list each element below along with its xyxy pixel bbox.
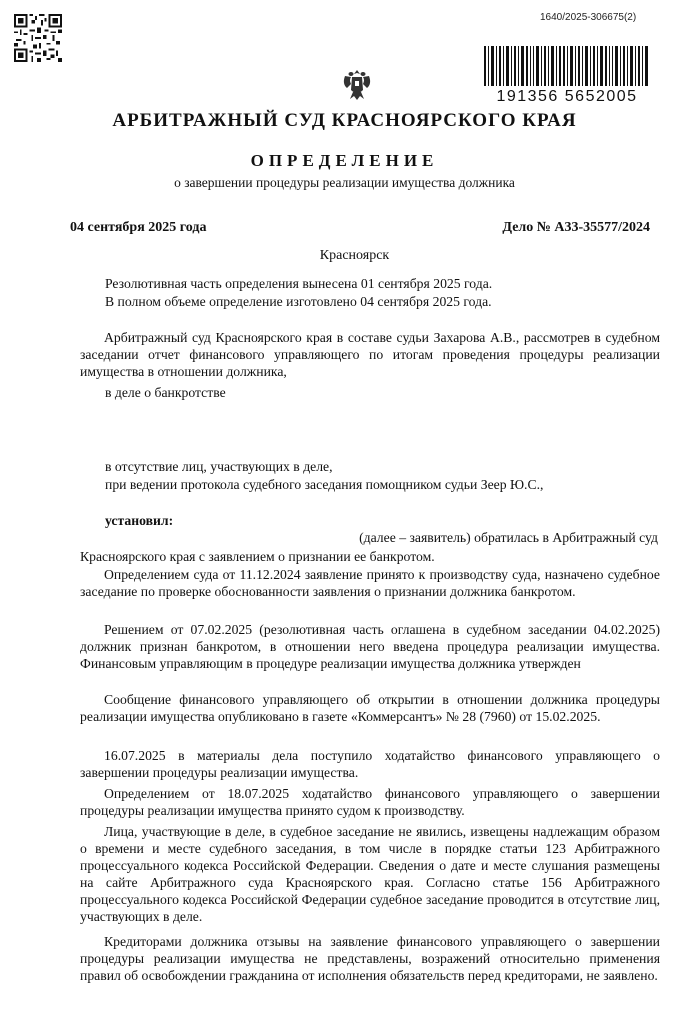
- bankruptcy-case-label: в деле о банкротстве: [105, 385, 226, 400]
- document-subtitle: о завершении процедуры реализации имущества должника: [174, 175, 515, 190]
- qr-code-icon: [14, 14, 62, 62]
- document-code: 1640/2025-306675(2): [540, 12, 637, 23]
- paragraph: Сообщение финансового управляющего об открытии в отношении должника процедуры реализации имущества опубликовано в газете «Коммерсантъ» № 28 (7960) от 15.02.2025.: [80, 692, 660, 724]
- paragraph: Определением суда от 11.12.2024 заявление принято к производству суда, назначено судебное заседание по проверке обоснованности заявления о признании должника банкротом.: [80, 567, 660, 599]
- barcode-icon: [484, 46, 648, 86]
- court-composition: Арбитражный суд Красноярского края в составе судьи Захарова А.В., рассмотрев в судебном заседании отчет финансового управляющего по итогам проведения процедуры реализации имущества в отношении должника,: [80, 330, 660, 379]
- protocol-line: при ведении протокола судебного заседания помощником судьи Зеер Ю.С.,: [105, 477, 544, 492]
- paragraph: Решением от 07.02.2025 (резолютивная часть оглашена в судебном заседании 04.02.2025) должник признан банкротом, в отношении него введена процедура реализации имущества. Финансовым управляющим в процедуре реализации имущества должника утвержден: [80, 622, 660, 671]
- paragraph: Кредиторами должника отзывы на заявление финансового управляющего о завершении процедуры реализации имущества не представлены, возражений относительно применения правил об освобождении гражданина от исполнения обязательств перед кредиторами, не заявлено.: [80, 934, 660, 983]
- case-number: Дело № А33-35577/2024: [502, 220, 650, 235]
- absence-line: в отсутствие лиц, участвующих в деле,: [105, 459, 333, 474]
- coat-of-arms-icon: [341, 66, 373, 102]
- applicant-line: (далее – заявитель) обратилась в Арбитражный суд: [359, 530, 658, 545]
- document-date: 04 сентября 2025 года: [70, 220, 207, 235]
- paragraph: Красноярского края с заявлением о признании ее банкротом.: [80, 549, 435, 564]
- intro-line-1: Резолютивная часть определения вынесена 01 сентября 2025 года.: [105, 276, 493, 291]
- document-title: ОПРЕДЕЛЕНИЕ: [250, 151, 439, 170]
- paragraph: Лица, участвующие в деле, в судебное заседание не явились, извещены надлежащим образом о времени и месте судебного заседания, в том числе в порядке статьи 123 Арбитражного процессуального кодекса Российской Федерации. Сведения о дате и месте слушания размещены на сайте Арбитражного суда Красноярского края. Согласно статье 156 Арбитражного процессуального кодекса Российской Федерации судебное заседание проводится в отсутствие лиц, участвующих в деле.: [80, 824, 660, 924]
- paragraph: 16.07.2025 в материалы дела поступило ходатайство финансового управляющего о завершении процедуры реализации имущества.: [80, 748, 660, 780]
- court-name: АРБИТРАЖНЫЙ СУД КРАСНОЯРСКОГО КРАЯ: [112, 110, 577, 131]
- paragraph: Определением от 18.07.2025 ходатайство финансового управляющего о завершении процедуры реализации имущества принято судом к производству.: [80, 786, 660, 818]
- city: Красноярск: [319, 248, 390, 263]
- barcode-number: 191356 5652005: [496, 88, 638, 105]
- established-label: установил:: [105, 513, 174, 528]
- intro-line-2: В полном объеме определение изготовлено 04 сентября 2025 года.: [105, 294, 492, 309]
